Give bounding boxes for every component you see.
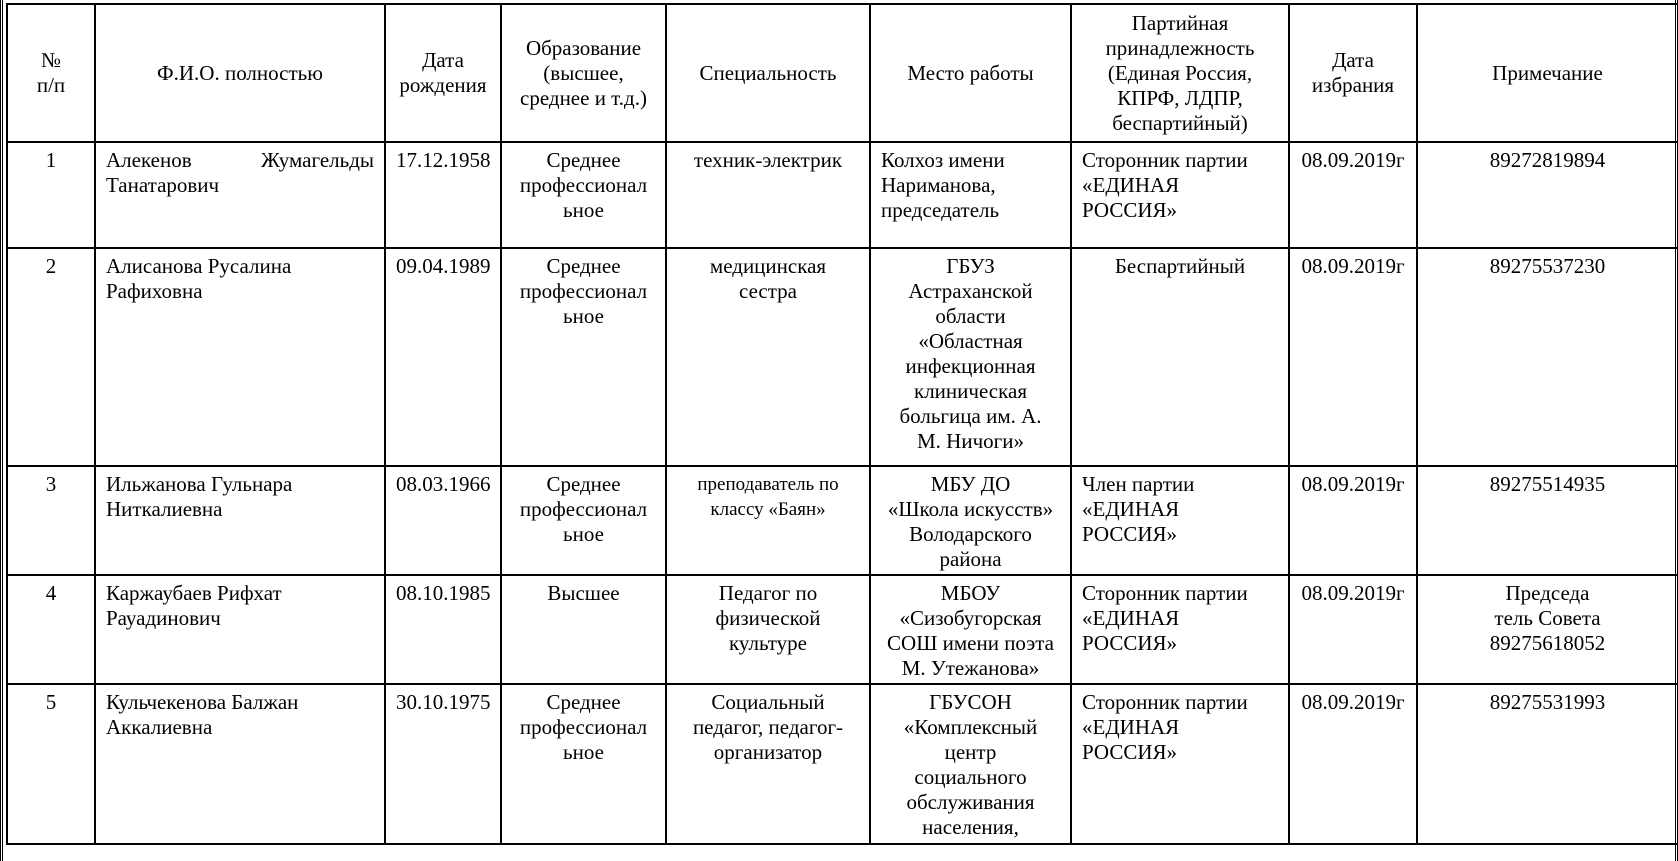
row-party [1071, 248, 1289, 466]
row-education-line: Среднее [546, 148, 621, 172]
row-education [501, 248, 666, 466]
row-workplace-line: ГБУСОН [929, 690, 1012, 714]
row-workplace-line: М. Утежанова» [901, 656, 1040, 680]
row-workplace [870, 248, 1071, 466]
row-education-line: профессионал [519, 279, 648, 303]
row-party-line: Член партии [1082, 472, 1195, 496]
row-name-line: Ниткалиевна [106, 497, 223, 521]
row-workplace-line: председатель [881, 198, 1000, 222]
row-name-line: Каржаубаев Рифхат [106, 581, 282, 605]
row-workplace-line: инфекционная [905, 354, 1036, 378]
row-specialty-line: Педагог по [718, 581, 818, 605]
row-note [1417, 575, 1678, 684]
row-note-line: 89272819894 [1489, 148, 1606, 172]
row-name [95, 466, 385, 575]
row-note-line: 89275514935 [1489, 472, 1606, 496]
header-education-line: среднее и т.д.) [520, 85, 647, 110]
row-birth-date: 30.10.1975 [385, 684, 501, 844]
row-specialty-line: педагог, педагог- [692, 715, 844, 739]
header-party-line: Партийная [1131, 10, 1229, 35]
header-education [501, 4, 666, 142]
row-party [1071, 142, 1289, 248]
row-birth-date: 08.10.1985 [385, 575, 501, 684]
row-workplace [870, 142, 1071, 248]
table-row [7, 575, 1678, 684]
row-education [501, 466, 666, 575]
row-workplace-line: «Областная [918, 329, 1023, 353]
row-workplace-line: населения, [922, 815, 1019, 839]
row-name-line: Алекенов Жумагельды [106, 148, 374, 172]
row-party-line: РОССИЯ» [1082, 631, 1178, 655]
header-elected-line: Дата [1332, 48, 1374, 72]
row-name-line: Алисанова Русалина [106, 254, 292, 278]
row-name-line: Аккалиевна [106, 715, 213, 739]
row-workplace-line: ГБУЗ [946, 254, 995, 278]
row-election-date: 08.09.2019г [1289, 684, 1417, 844]
row-specialty-line: организатор [713, 740, 823, 764]
row-workplace-line: клиническая [914, 379, 1027, 403]
row-workplace-line: Колхоз имени [881, 148, 1005, 172]
row-education-line: профессионал [519, 715, 648, 739]
row-specialty-line: Социальный [711, 690, 825, 714]
row-workplace-line: Володарского [909, 522, 1032, 546]
row-specialty-line: классу «Баян» [710, 499, 826, 520]
header-num-line: п/п [36, 73, 66, 97]
row-num: 5 [7, 684, 95, 844]
row-education-line: ьное [563, 522, 604, 546]
row-workplace [870, 466, 1071, 575]
row-workplace-line: Нариманова, [881, 173, 996, 197]
row-num: 2 [7, 248, 95, 466]
row-workplace-line: МБОУ [940, 581, 1001, 605]
header-workplace [870, 4, 1071, 142]
row-note-line: 89275537230 [1489, 254, 1606, 278]
row-party-line: РОССИЯ» [1082, 740, 1178, 764]
row-workplace-line: области [935, 304, 1006, 328]
header-note-text: Примечание [1492, 60, 1603, 85]
row-specialty [666, 142, 870, 248]
row-specialty-line: медицинская [709, 254, 827, 278]
header-party-line: принадлежность [1105, 35, 1255, 60]
row-note [1417, 248, 1678, 466]
header-birth-line: рождения [399, 73, 487, 97]
row-specialty-line: преподаватель по [697, 474, 839, 495]
row-party-line: РОССИЯ» [1082, 198, 1178, 222]
row-note [1417, 142, 1678, 248]
row-workplace-line: обслуживания [906, 790, 1035, 814]
header-party-line: беспартийный) [1112, 110, 1248, 135]
table-row [7, 142, 1678, 248]
row-name [95, 248, 385, 466]
row-election-date: 08.09.2019г [1289, 142, 1417, 248]
row-workplace-line: М. Ничоги» [917, 429, 1024, 453]
table-row [7, 466, 1678, 575]
row-workplace-line: МБУ ДО [930, 472, 1011, 496]
header-note [1417, 4, 1678, 142]
row-education-line: Среднее [546, 472, 621, 496]
row-workplace-line: СОШ имени поэта [887, 631, 1054, 655]
row-specialty [666, 575, 870, 684]
header-election-date [1289, 4, 1417, 142]
row-party-line: РОССИЯ» [1082, 522, 1178, 546]
row-education-line: Среднее [546, 254, 621, 278]
row-education [501, 684, 666, 844]
row-workplace-line: социального [914, 765, 1027, 789]
row-education-line: профессионал [519, 173, 648, 197]
header-specialty-text: Специальность [699, 60, 837, 85]
row-note-line: 89275618052 [1489, 631, 1606, 655]
row-workplace [870, 575, 1071, 684]
row-workplace-line: центр [944, 740, 997, 764]
row-workplace-line: больгица им. А. [899, 404, 1042, 428]
row-specialty-line: сестра [739, 279, 797, 303]
header-party-line: (Единая Россия, [1107, 60, 1253, 85]
row-name [95, 684, 385, 844]
header-num [7, 4, 95, 142]
row-name-line: Танатарович [106, 173, 220, 197]
row-education-line: ьное [563, 740, 604, 764]
row-specialty-line: культуре [729, 631, 807, 655]
row-party-line: Беспартийный [1114, 254, 1246, 278]
row-party-line: «ЕДИНАЯ [1082, 497, 1180, 521]
row-specialty [666, 684, 870, 844]
row-num: 4 [7, 575, 95, 684]
header-specialty [666, 4, 870, 142]
header-elected-line: избрания [1311, 73, 1395, 97]
row-party-line: «ЕДИНАЯ [1082, 173, 1180, 197]
row-education-line: ьное [563, 198, 604, 222]
row-education-line: Среднее [546, 690, 621, 714]
row-name-line: Рафиховна [106, 279, 203, 303]
row-note [1417, 684, 1678, 844]
row-party-line: Сторонник партии [1082, 581, 1248, 605]
row-party-line: Сторонник партии [1082, 690, 1248, 714]
row-education-line: Высшее [547, 581, 620, 605]
row-num: 3 [7, 466, 95, 575]
header-num-line: № [40, 48, 62, 72]
header-party-line: КПРФ, ЛДПР, [1117, 85, 1243, 110]
table-row [7, 684, 1678, 844]
row-party-line: «ЕДИНАЯ [1082, 606, 1180, 630]
row-birth-date: 09.04.1989 [385, 248, 501, 466]
row-specialty-line: техник-электрик [693, 148, 843, 172]
row-note-line: 89275531993 [1489, 690, 1606, 714]
row-election-date: 08.09.2019г [1289, 575, 1417, 684]
header-fio [95, 4, 385, 142]
row-education-line: ьное [563, 304, 604, 328]
row-workplace [870, 684, 1071, 844]
table-row [7, 248, 1678, 466]
row-workplace-line: «Сизобугорская [899, 606, 1042, 630]
row-name [95, 142, 385, 248]
row-party [1071, 684, 1289, 844]
row-party-line: «ЕДИНАЯ [1082, 715, 1180, 739]
row-note-line: тель Совета [1494, 606, 1601, 630]
row-name [95, 575, 385, 684]
header-education-line: Образование [525, 35, 642, 60]
row-education [501, 575, 666, 684]
row-birth-date: 17.12.1958 [385, 142, 501, 248]
row-workplace-line: Астраханской [908, 279, 1033, 303]
row-num: 1 [7, 142, 95, 248]
header-fio-text: Ф.И.О. полностью [157, 60, 323, 85]
row-party [1071, 575, 1289, 684]
row-education [501, 142, 666, 248]
header-birth-date [385, 4, 501, 142]
header-education-line: (высшее, [543, 60, 624, 85]
row-election-date: 08.09.2019г [1289, 248, 1417, 466]
row-note [1417, 466, 1678, 575]
row-election-date: 08.09.2019г [1289, 466, 1417, 575]
header-row [7, 4, 1678, 142]
row-party-line: Сторонник партии [1082, 148, 1248, 172]
row-specialty-line: физической [715, 606, 821, 630]
row-education-line: профессионал [519, 497, 648, 521]
row-specialty [666, 466, 870, 575]
deputies-table [6, 3, 1678, 845]
header-workplace-text: Место работы [907, 60, 1034, 85]
row-note-line: Председа [1505, 581, 1590, 605]
row-workplace-line: района [939, 547, 1002, 571]
row-name-line: Ильжанова Гульнара [106, 472, 293, 496]
row-workplace-line: «Комплексный [903, 715, 1038, 739]
row-name-line: Рауадинович [106, 606, 221, 630]
header-birth-line: Дата [422, 48, 464, 72]
row-party [1071, 466, 1289, 575]
row-workplace-line: «Школа искусств» [887, 497, 1054, 521]
header-party [1071, 4, 1289, 142]
row-name-line: Кульчекенова Балжан [106, 690, 299, 714]
row-birth-date: 08.03.1966 [385, 466, 501, 575]
row-specialty [666, 248, 870, 466]
